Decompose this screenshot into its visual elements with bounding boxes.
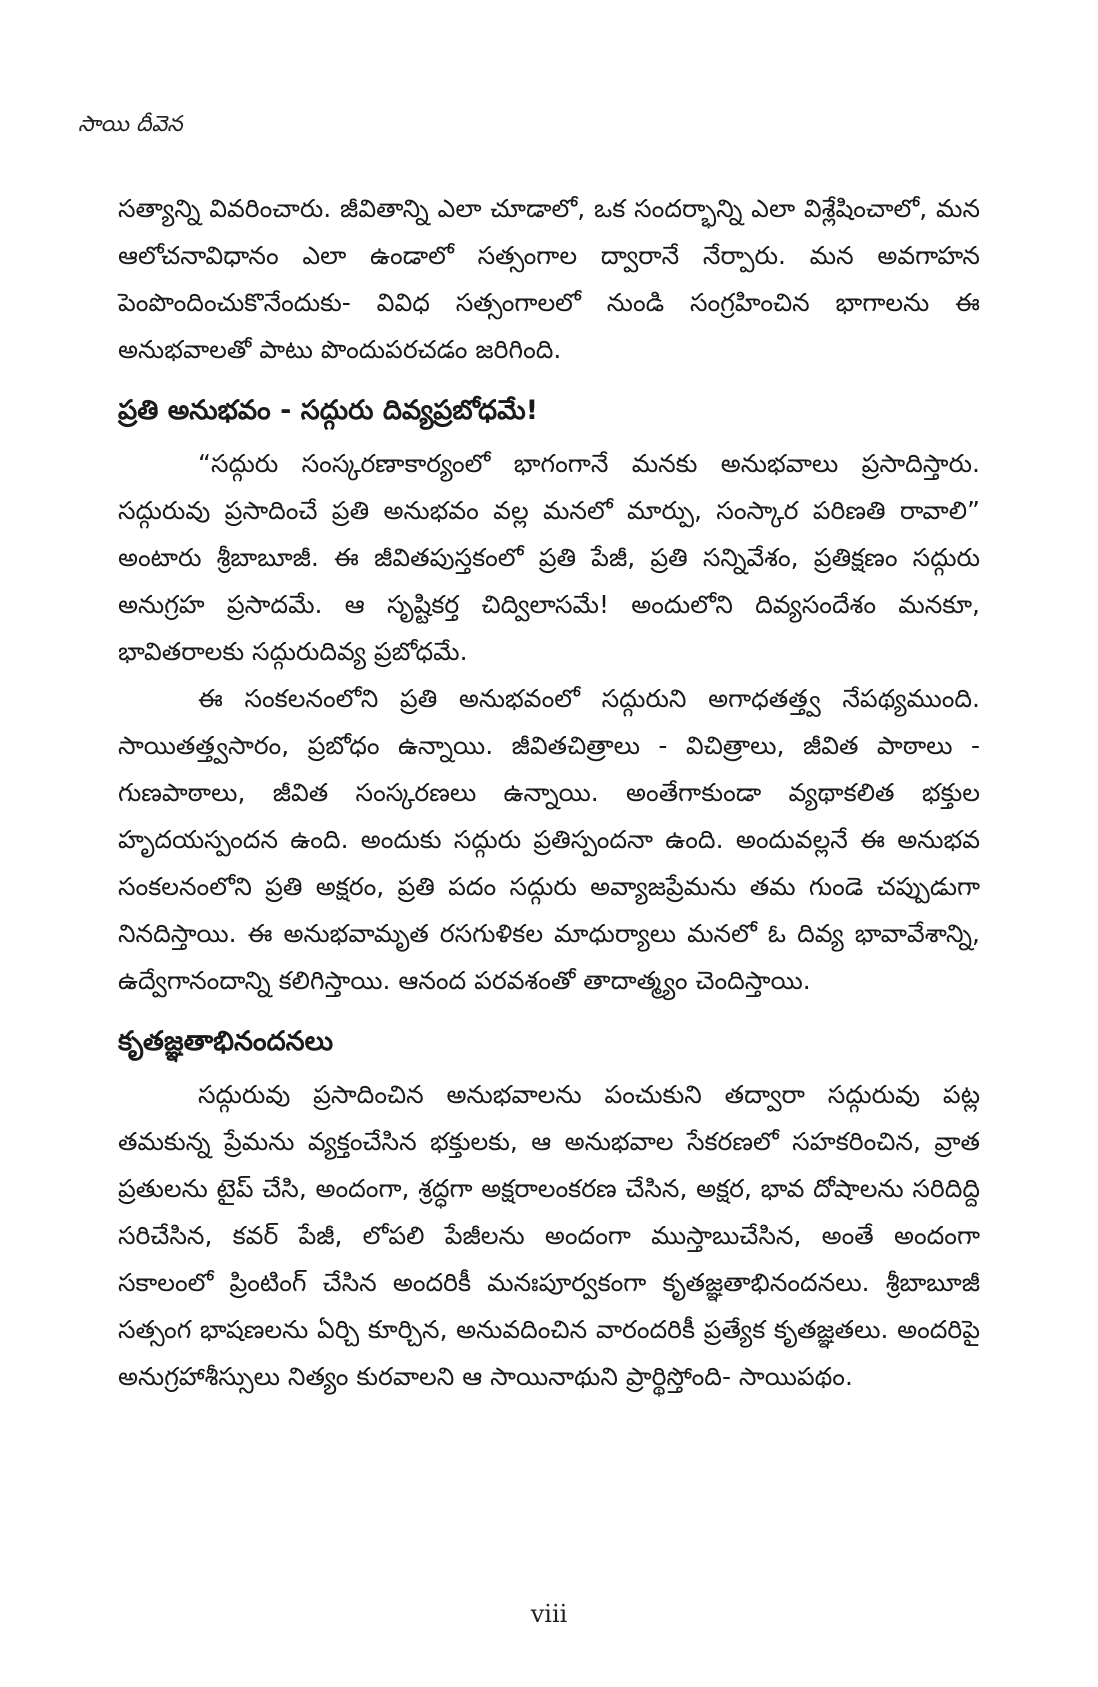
section-experience-paragraph-1: “సద్గురు సంస్కరణాకార్యంలో భాగంగానే మనకు అనుభవాలు ప్రసాదిస్తారు. సద్గురువు ప్రసాదించే ప్రతి అనుభవం వల్ల మనలో మార్పు, సంస్కార పరిణతి రావాలి” అంటారు శ్రీబాబూజీ. ఈ జీవితపుస్తకంలో ప్రతి పేజీ, ప్రతి సన్నివేశం, ప్రతిక్షణం సద్గురు అనుగ్రహ ప్రసాదమే. ఆ సృష్టికర్త చిద్విలాసమే! అందులోని దివ్యసందేశం మనకూ, భావితరాలకు సద్గురుదివ్య ప్రబోధమే. <box>118 449 980 666</box>
section-heading-experience: ప్రతి అనుభవం - సద్గురు దివ్యప్రబోధమే! <box>118 395 539 426</box>
page-body <box>118 185 980 1400</box>
page-number: viii <box>530 1600 568 1628</box>
intro-paragraph: సత్యాన్ని వివరించారు. జీవితాన్ని ఎలా చూడాలో, ఒక సందర్భాన్ని ఎలా విశ్లేషించాలో, మన ఆలోచనావిధానం ఎలా ఉండాలో సత్సంగాల ద్వారానే నేర్పారు. మన అవగాహన పెంపొందించుకొనేందుకు- వివిధ సత్సంగాలలో నుండి సంగ్రహించిన భాగాలను ఈ అనుభవాలతో పాటు పొందుపరచడం జరిగింది. <box>118 194 980 364</box>
section-experience-paragraph-2: ఈ సంకలనంలోని ప్రతి అనుభవంలో సద్గురుని అగాధతత్త్వ నేపథ్యముంది. సాయితత్త్వసారం, ప్రబోధం ఉన్నాయి. జీవితచిత్రాలు - విచిత్రాలు, జీవిత పాఠాలు - గుణపాఠాలు, జీవిత సంస్కరణలు ఉన్నాయి. అంతేగాకుండా వ్యథాకలిత భక్తుల హృదయస్పందన ఉంది. అందుకు సద్గురు ప్రతిస్పందనా ఉంది. అందువల్లనే ఈ అనుభవ సంకలనంలోని ప్రతి అక్షరం, ప్రతి పదం సద్గురు అవ్యాజప్రేమను తమ గుండె చప్పుడుగా నినదిస్తాయి. ఈ అనుభవామృత రసగుళికల మాధుర్యాలు మనలో ఓ దివ్య భావావేశాన్ని, ఉద్వేగానందాన్ని కలిగిస్తాయి. ఆనంద పరవశంతో తాదాత్మ్యం చెందిస్తాయి. <box>118 684 980 995</box>
section-heading-acknowledgements: కృతజ్ఞతాభినందనలు <box>118 1026 334 1057</box>
section-acknowledgements-paragraph: సద్గురువు ప్రసాదించిన అనుభవాలను పంచుకుని తద్వారా సద్గురువు పట్ల తమకున్న ప్రేమను వ్యక్తంచేసిన భక్తులకు, ఆ అనుభవాల సేకరణలో సహకరించిన, వ్రాత ప్రతులను టైప్ చేసి, అందంగా, శ్రద్ధగా అక్షరాలంకరణ చేసిన, అక్షర, భావ దోషాలను సరిదిద్ది సరిచేసిన, కవర్ పేజీ, లోపలి పేజీలను అందంగా ముస్తాబుచేసిన, అంతే అందంగా సకాలంలో ప్రింటింగ్ చేసిన అందరికీ మనఃపూర్వకంగా కృతజ్ఞతాభినందనలు. శ్రీబాబూజీ సత్సంగ భాషణలను ఏర్చి కూర్చిన, అనువదించిన వారందరికీ ప్రత్యేక కృతజ్ఞతలు. అందరిపై అనుగ్రహాశీస్సులు నిత్యం కురవాలని ఆ సాయినాథుని ప్రార్థిస్తోంది- సాయిపథం. <box>118 1080 980 1391</box>
running-header-title: సాయి దీవెన <box>78 112 183 137</box>
